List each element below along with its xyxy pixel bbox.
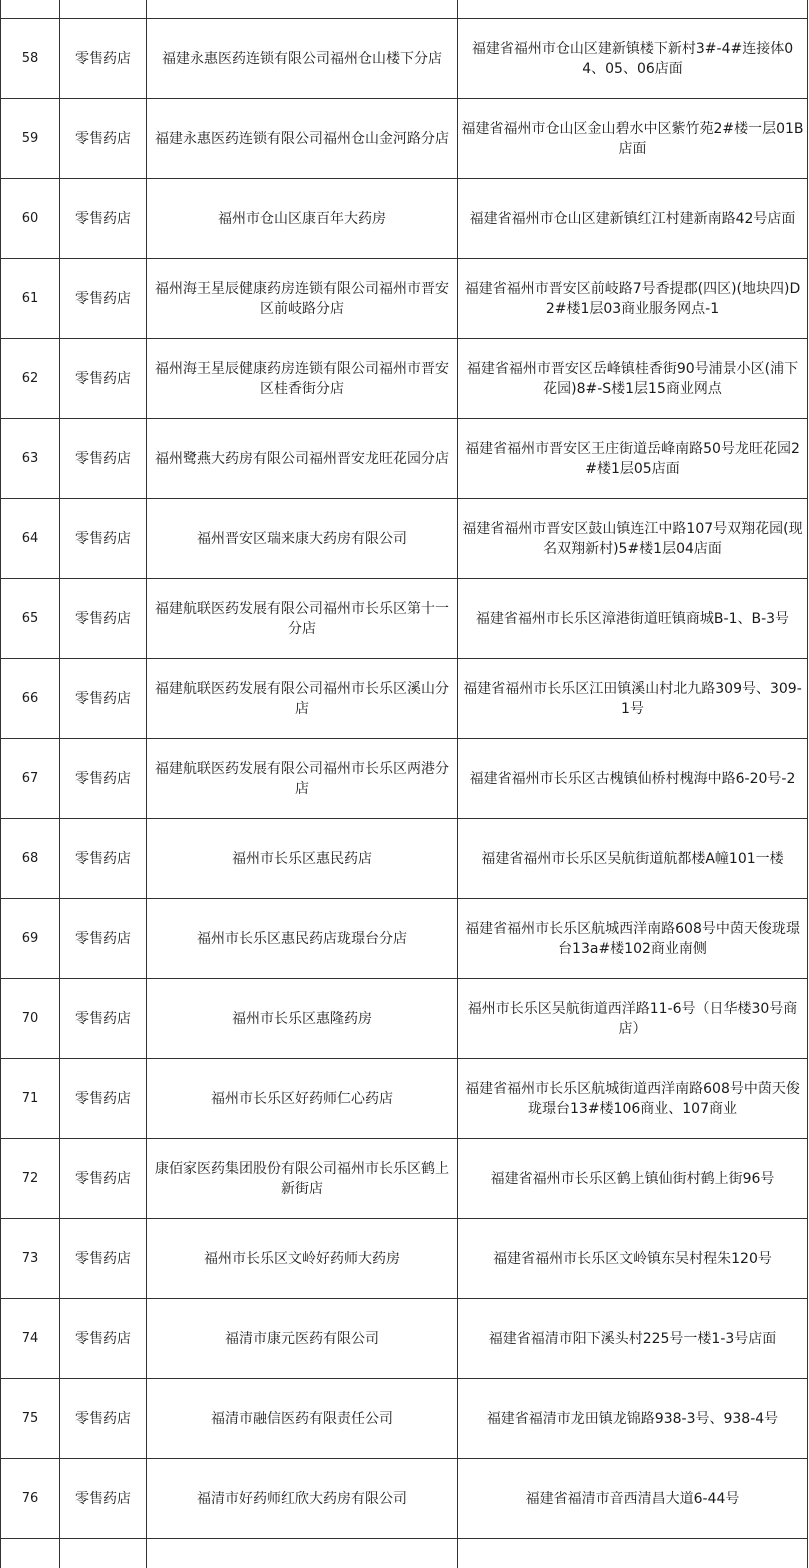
- table-row: [1, 899, 808, 979]
- store-address-cell: [458, 1539, 808, 1568]
- store-address-cell: 福州市长乐区吴航街道西洋路11-6号（日华楼30号商店）: [458, 979, 808, 1059]
- table-row: [1, 99, 808, 179]
- store-address-cell: 福建省福清市阳下溪头村225号一楼1-3号店面: [458, 1299, 808, 1379]
- row-number-cell: 58: [1, 19, 60, 99]
- row-number-cell: 73: [1, 1219, 60, 1299]
- row-number-cell: 64: [1, 499, 60, 579]
- store-name-cell: 福州市长乐区好药师仁心药店: [147, 1059, 458, 1139]
- table-row: [1, 739, 808, 819]
- store-type-cell: [60, 0, 147, 19]
- store-name-cell: 福建航联医药发展有限公司福州市长乐区溪山分店: [147, 659, 458, 739]
- store-address-cell: 福建省福州市长乐区文岭镇东吴村程朱120号: [458, 1219, 808, 1299]
- store-type-cell: 零售药店: [60, 339, 147, 419]
- table-row: [1, 1139, 808, 1219]
- store-type-cell: 零售药店: [60, 1139, 147, 1219]
- store-name-cell: 福清市好药师红欣大药房有限公司: [147, 1459, 458, 1539]
- store-type-cell: 零售药店: [60, 499, 147, 579]
- store-address-cell: 福建省福清市音西清昌大道6-44号: [458, 1459, 808, 1539]
- store-type-cell: [60, 1539, 147, 1568]
- store-name-cell: 福建航联医药发展有限公司福州市长乐区第十一分店: [147, 579, 458, 659]
- store-type-cell: 零售药店: [60, 419, 147, 499]
- table-row: [1, 419, 808, 499]
- store-name-cell: 康佰家医药集团股份有限公司福州市长乐区鹤上新街店: [147, 1139, 458, 1219]
- table-row: [1, 339, 808, 419]
- table-row: [1, 819, 808, 899]
- row-number-cell: 65: [1, 579, 60, 659]
- store-type-cell: 零售药店: [60, 1459, 147, 1539]
- store-name-cell: 福建航联医药发展有限公司福州市长乐区两港分店: [147, 739, 458, 819]
- row-number-cell: 59: [1, 99, 60, 179]
- table-row: [1, 259, 808, 339]
- store-type-cell: 零售药店: [60, 819, 147, 899]
- table-row: [1, 979, 808, 1059]
- store-address-cell: 福建省福州市仓山区建新镇楼下新村3#-4#连接体04、05、06店面: [458, 19, 808, 99]
- row-number-cell: 76: [1, 1459, 60, 1539]
- store-name-cell: 福建永惠医药连锁有限公司福州仓山金河路分店: [147, 99, 458, 179]
- store-name-cell: 福州市长乐区惠隆药房: [147, 979, 458, 1059]
- table-row: [1, 1219, 808, 1299]
- store-type-cell: 零售药店: [60, 99, 147, 179]
- store-name-cell: [147, 1539, 458, 1568]
- store-name-cell: 福清市康元医药有限公司: [147, 1299, 458, 1379]
- store-address-cell: [458, 0, 808, 19]
- store-type-cell: 零售药店: [60, 899, 147, 979]
- store-name-cell: [147, 0, 458, 19]
- store-address-cell: 福建省福州市长乐区航城街道西洋南路608号中茵天俊珑璟台13#楼106商业、107商业: [458, 1059, 808, 1139]
- store-name-cell: 福建永惠医药连锁有限公司福州仓山楼下分店: [147, 19, 458, 99]
- store-type-cell: 零售药店: [60, 259, 147, 339]
- store-address-cell: 福建省福州市长乐区吴航街道航都楼A幢101一楼: [458, 819, 808, 899]
- table-row: [1, 1539, 808, 1568]
- row-number-cell: 75: [1, 1379, 60, 1459]
- store-address-cell: 福建省福州市晋安区前岐路7号香提郡(四区)(地块四)D2#楼1层03商业服务网点-1: [458, 259, 808, 339]
- table-row: [1, 179, 808, 259]
- store-name-cell: 福州市长乐区惠民药店: [147, 819, 458, 899]
- row-number-cell: 62: [1, 339, 60, 419]
- store-type-cell: 零售药店: [60, 19, 147, 99]
- store-address-cell: 福建省福州市长乐区航城西洋南路608号中茵天俊珑璟台13a#楼102商业南侧: [458, 899, 808, 979]
- row-number-cell: 68: [1, 819, 60, 899]
- row-number-cell: 60: [1, 179, 60, 259]
- row-number-cell: [1, 0, 60, 19]
- row-number-cell: [1, 1539, 60, 1568]
- store-address-cell: 福建省福清市龙田镇龙锦路938-3号、938-4号: [458, 1379, 808, 1459]
- store-name-cell: 福州市长乐区惠民药店珑璟台分店: [147, 899, 458, 979]
- store-type-cell: 零售药店: [60, 1379, 147, 1459]
- store-name-cell: 福州海王星辰健康药房连锁有限公司福州市晋安区前岐路分店: [147, 259, 458, 339]
- store-type-cell: 零售药店: [60, 659, 147, 739]
- store-type-cell: 零售药店: [60, 739, 147, 819]
- store-address-cell: 福建省福州市晋安区鼓山镇连江中路107号双翔花园(现名双翔新村)5#楼1层04店面: [458, 499, 808, 579]
- store-name-cell: 福州市长乐区文岭好药师大药房: [147, 1219, 458, 1299]
- store-type-cell: 零售药店: [60, 1299, 147, 1379]
- table-row: [1, 499, 808, 579]
- row-number-cell: 70: [1, 979, 60, 1059]
- row-number-cell: 71: [1, 1059, 60, 1139]
- store-type-cell: 零售药店: [60, 1059, 147, 1139]
- store-type-cell: 零售药店: [60, 979, 147, 1059]
- table-row: [1, 19, 808, 99]
- store-name-cell: 福州海王星辰健康药房连锁有限公司福州市晋安区桂香街分店: [147, 339, 458, 419]
- table-row: [1, 1459, 808, 1539]
- store-type-cell: 零售药店: [60, 579, 147, 659]
- table-row: [1, 1379, 808, 1459]
- store-name-cell: 福州市仓山区康百年大药房: [147, 179, 458, 259]
- store-name-cell: 福清市融信医药有限责任公司: [147, 1379, 458, 1459]
- row-number-cell: 61: [1, 259, 60, 339]
- row-number-cell: 74: [1, 1299, 60, 1379]
- store-address-cell: 福建省福州市晋安区岳峰镇桂香街90号浦景小区(浦下花园)8#-S楼1层15商业网点: [458, 339, 808, 419]
- row-number-cell: 69: [1, 899, 60, 979]
- table-row: [1, 1299, 808, 1379]
- store-name-cell: 福州鹭燕大药房有限公司福州晋安龙旺花园分店: [147, 419, 458, 499]
- store-address-cell: 福建省福州市晋安区王庄街道岳峰南路50号龙旺花园2#楼1层05店面: [458, 419, 808, 499]
- table-body: [1, 0, 808, 1568]
- table-row: [1, 1059, 808, 1139]
- store-type-cell: 零售药店: [60, 179, 147, 259]
- store-address-cell: 福建省福州市长乐区古槐镇仙桥村槐海中路6-20号-2: [458, 739, 808, 819]
- row-number-cell: 63: [1, 419, 60, 499]
- store-address-cell: 福建省福州市仓山区建新镇红江村建新南路42号店面: [458, 179, 808, 259]
- store-address-cell: 福建省福州市长乐区漳港街道旺镇商城B-1、B-3号: [458, 579, 808, 659]
- row-number-cell: 66: [1, 659, 60, 739]
- table-row: [1, 579, 808, 659]
- store-name-cell: 福州晋安区瑞来康大药房有限公司: [147, 499, 458, 579]
- table-row: [1, 659, 808, 739]
- store-address-cell: 福建省福州市仓山区金山碧水中区紫竹苑2#楼一层01B店面: [458, 99, 808, 179]
- store-address-cell: 福建省福州市长乐区鹤上镇仙街村鹤上街96号: [458, 1139, 808, 1219]
- store-type-cell: 零售药店: [60, 1219, 147, 1299]
- table-row: [1, 0, 808, 19]
- row-number-cell: 72: [1, 1139, 60, 1219]
- store-address-cell: 福建省福州市长乐区江田镇溪山村北九路309号、309-1号: [458, 659, 808, 739]
- row-number-cell: 67: [1, 739, 60, 819]
